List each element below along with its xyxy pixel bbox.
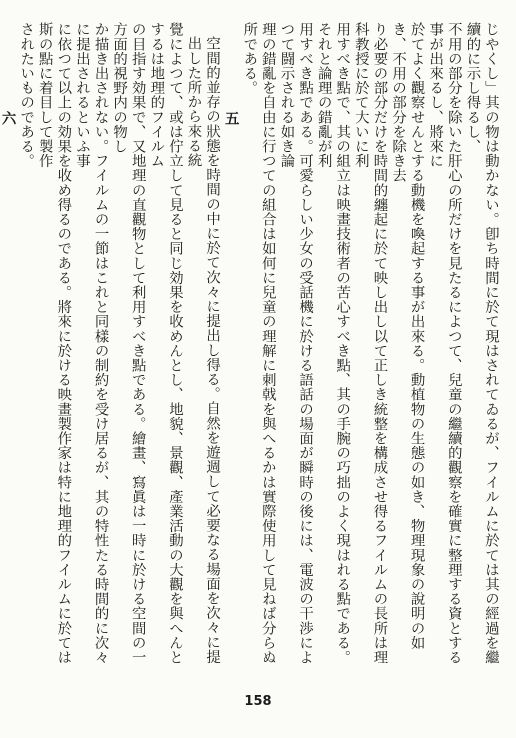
vertical-text-body xyxy=(0,22,500,676)
text-line: の目指す効果で、又地理の直觀物として利用すべき點である。繪畫、寫眞は一時に於ける空間の一方面的視野内の物し xyxy=(111,22,146,665)
page-number: 158 xyxy=(244,694,272,709)
text-line: 空間的並存の狀態を時間の中に於て次々に提出し得る。自然を遊週して必要なる場面を次々に提出した所から來る統 xyxy=(185,36,221,665)
text-line: じやくし」其の物は動かない。卽ち時間に於て現はされてゐるが、フイルムに於ては其の經過を繼續的に示し得るし、 xyxy=(464,22,499,665)
text-line: されたいものである。 xyxy=(18,22,35,168)
text-line: 理の錯亂を自由に行つての組合は如何に兒童の理解に刺戟を與へるかは實際使用して見ねば分らぬ所である。 xyxy=(241,22,276,665)
section-five xyxy=(17,22,500,676)
text-line: 不用の部分を除いた肝心の所だけを見たるによつて、兒童の繼續的觀察を確實に整理する資とする事が出來るし、將來に xyxy=(427,22,462,665)
section-six xyxy=(0,22,17,676)
section_six-heading: 六 xyxy=(0,111,17,126)
section_five-heading: 五 xyxy=(222,111,240,126)
text-line: り必要の部分だけを時間的纏起に於て映し出し以て正しき統整を構成させ得るフイルムの長所は理科教授に於て大いに利 xyxy=(352,22,388,665)
text-line: 用すべき點である。可愛らしい少女の受話機に於ける語話の場面が瞬時の後には、電波の干渉によつて闘示される如き論 xyxy=(278,22,314,665)
text-line: 覺によつて、或は佇立して見ると同じ効果を收めんとし、地貌、景觀、產業活動の大觀を與へんとするは地理的フイルム xyxy=(148,22,183,665)
text-line: か描き出されない。フイルムの一節はこれと同樣の制約を受け居るが、其の特性たる時間的に次々に提出されるといふ事 xyxy=(73,22,109,665)
text-line: 用すべき點で、其の組立は映畫技術者の苦心すべき點、其の手腕の巧拙のよく現はれる點である。それと論理の錯亂が利 xyxy=(315,22,351,665)
text-line: 於てよく觀察せんとする動機を喚起する事が出來る。動植物の生態の如き、物理現象の說明の如き、不用の部分を除き去 xyxy=(390,22,425,650)
text-line: に依つて以上の効果を收め得るのである。將來に於ける映畫製作家は特に地理的フイルムに於ては斯の點に着目して製作 xyxy=(36,22,72,665)
